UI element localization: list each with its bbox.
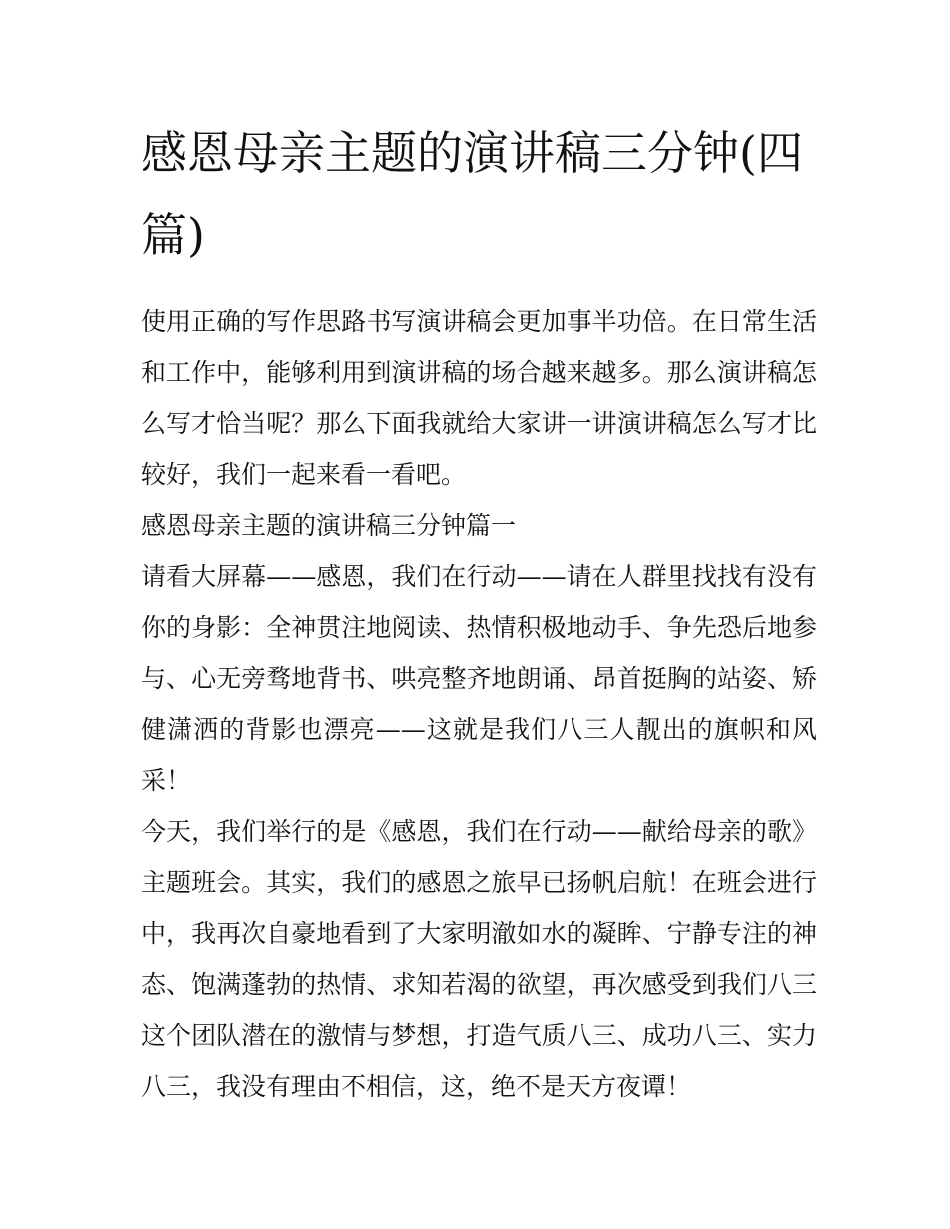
body-paragraph-2: 今天，我们举行的是《感恩，我们在行动——献给母亲的歌》主题班会。其实，我们的感恩之旅早已扬帆启航！在班会进行中，我再次自豪地看到了大家明澈如水的凝眸、宁静专注的神态、饱满蓬勃的热情、求知若渴的欲望，再次感受到我们八三这个团队潜在的激情与梦想，打造气质八三、成功八三、实力八三，我没有理由不相信，这，绝不是天方夜谭！ <box>141 817 817 1101</box>
section-heading: 感恩母亲主题的演讲稿三分钟篇一 <box>141 511 517 540</box>
intro-paragraph: 使用正确的写作思路书写演讲稿会更加事半功倍。在日常生活和工作中，能够利用到演讲稿的场合越来越多。那么演讲稿怎么写才恰当呢？那么下面我就给大家讲一讲演讲稿怎么写才比较好，我们一起来看一看吧。 <box>141 307 817 489</box>
body-paragraph-1: 请看大屏幕——感恩，我们在行动——请在人群里找找有没有你的身影：全神贯注地阅读、热情积极地动手、争先恐后地参与、心无旁骛地背书、哄亮整齐地朗诵、昂首挺胸的站姿、矫健潇洒的背影也漂亮——这就是我们八三人靓出的旗帜和风采！ <box>141 562 817 795</box>
document-content <box>141 112 817 1112</box>
document-title: 感恩母亲主题的演讲稿三分钟(四篇) <box>141 126 803 262</box>
